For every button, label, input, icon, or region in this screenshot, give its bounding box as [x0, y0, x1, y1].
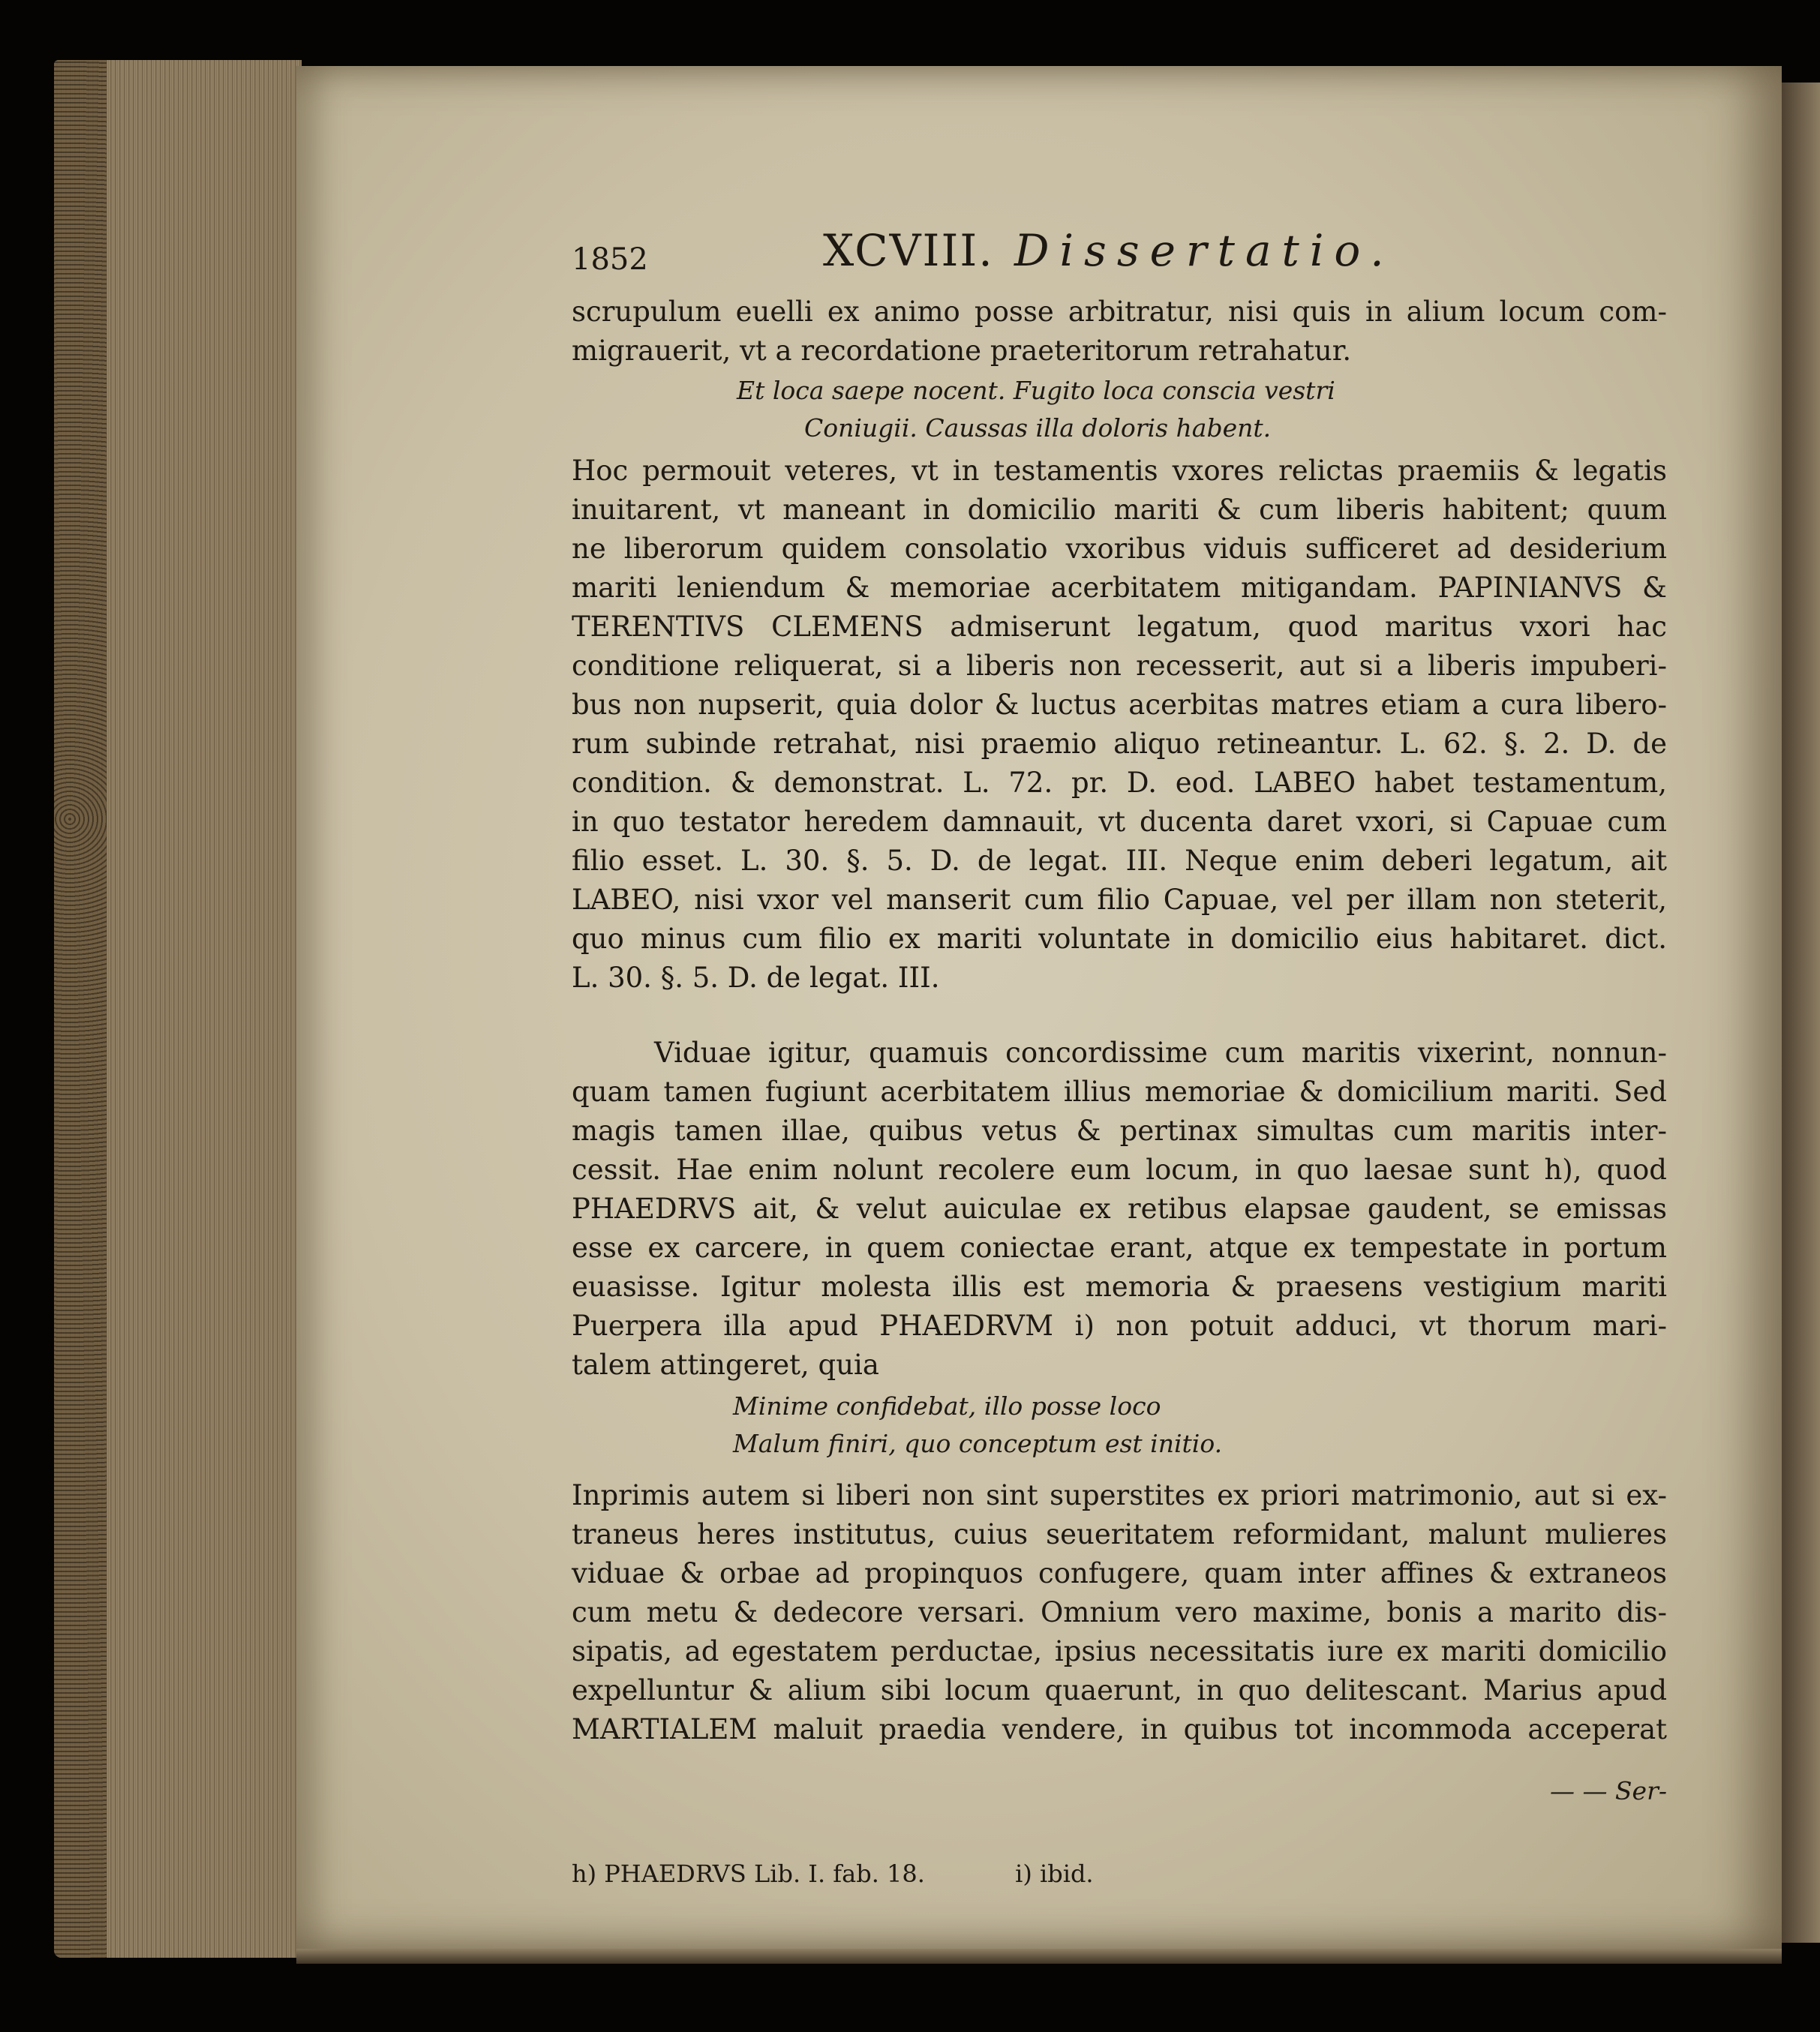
text-line: cum metu & dedecore versari. Omnium vero maxime, bonis a marito dis-	[572, 1596, 1667, 1628]
text-line: bus non nupserit, quia dolor & luctus acerbitas matres etiam a cura libero-	[572, 689, 1667, 721]
text-line: filio esset. L. 30. §. 5. D. de legat. III. Neque enim deberi legatum, ait	[572, 845, 1667, 877]
paragraph-4	[572, 1476, 1667, 1749]
text-line: L. 30. §. 5. D. de legat. III.	[572, 962, 940, 994]
text-line: cessit. Hae enim nolunt recolere eum locum, in quo laesae sunt h), quod	[572, 1154, 1667, 1186]
text-line: migrauerit, vt a recordatione praeteritorum retrahatur.	[572, 335, 1352, 367]
dissertation-number: XCVIII.	[823, 225, 994, 276]
verse-line: Malum finiri, quo conceptum est initio.	[733, 1429, 1223, 1458]
text-line: PHAEDRVS ait, & velut auiculae ex retibus elapsae gaudent, se emissas	[572, 1193, 1667, 1225]
text-line: talem attingeret, quia	[572, 1349, 879, 1381]
text-line: LABEO, nisi vxor vel manserit cum filio Capuae, vel per illam non steterit,	[572, 884, 1667, 916]
text-line: Inprimis autem si liberi non sint superstites ex priori matrimonio, aut si ex-	[572, 1479, 1667, 1511]
catchword: — — Ser-	[1549, 1776, 1667, 1805]
verse-quote-2	[572, 1388, 1667, 1463]
paragraph-3	[572, 1034, 1667, 1385]
text-line: sipatis, ad egestatem perductae, ipsius necessitatis iure ex mariti domicilio	[572, 1635, 1667, 1667]
verse-line: Et loca saepe nocent. Fugito loca conscia vestri	[737, 376, 1335, 405]
text-line: Puerpera illa apud PHAEDRVM i) non potuit adduci, vt thorum mari-	[572, 1310, 1667, 1342]
verse-quote-1	[572, 372, 1667, 447]
text-line: conditione reliquerat, si a liberis non recesserit, aut si a liberis impuberi-	[572, 650, 1667, 682]
text-line: esse ex carcere, in quem coniectae erant, atque ex tempestate in portum	[572, 1232, 1667, 1264]
verse-line: Minime confidebat, illo posse loco	[733, 1391, 1161, 1421]
verse-line: Coniugii. Caussas illa doloris habent.	[804, 413, 1272, 443]
footnotes	[572, 1854, 1667, 1892]
footnote-i: i) ibid.	[1015, 1859, 1094, 1888]
text-line: expelluntur & alium sibi locum quaerunt, in quo delitescant. Marius apud	[572, 1674, 1667, 1706]
text-line: MARTIALEM maluit praedia vendere, in quibus tot incommoda acceperat	[572, 1713, 1667, 1745]
page-text	[572, 225, 1667, 1892]
paragraph-2	[572, 452, 1667, 998]
text-line: condition. & demonstrat. L. 72. pr. D. eod. LABEO habet testamentum,	[572, 767, 1667, 799]
facing-page-edge	[1782, 83, 1820, 1943]
text-line: magis tamen illae, quibus vetus & pertinax simultas cum maritis inter-	[572, 1115, 1667, 1147]
text-line: scrupulum euelli ex animo posse arbitratur, nisi quis in alium locum com-	[572, 296, 1667, 328]
paragraph-gap	[572, 998, 1667, 1034]
running-head	[572, 225, 1667, 293]
text-line: TERENTIVS CLEMENS admiserunt legatum, quod maritus vxori hac	[572, 611, 1667, 643]
text-line: rum subinde retrahat, nisi praemio aliquo retineantur. L. 62. §. 2. D. de	[572, 728, 1667, 760]
text-line: ne liberorum quidem consolatio vxoribus viduis sufficeret ad desiderium	[572, 533, 1667, 565]
text-line: inuitarent, vt maneant in domicilio mariti & cum liberis habitent; quum	[572, 494, 1667, 526]
text-line: quo minus cum filio ex mariti voluntate in domicilio eius habitaret. dict.	[572, 923, 1667, 955]
running-title: Dissertatio.	[1014, 225, 1395, 276]
text-line: mariti leniendum & memoriae acerbitatem mitigandam. PAPINIANVS &	[572, 572, 1667, 604]
footnote-h: h) PHAEDRVS Lib. I. fab. 18.	[572, 1859, 925, 1888]
text-line: in quo testator heredem damnauit, vt ducenta daret vxori, si Capuae cum	[572, 806, 1667, 838]
bottom-edge	[296, 1949, 1782, 1964]
paragraph-1	[572, 293, 1667, 371]
text-line: viduae & orbae ad propinquos confugere, quam inter affines & extraneos	[572, 1557, 1667, 1589]
text-line: Viduae igitur, quamuis concordissime cum maritis vixerint, nonnun-	[654, 1037, 1667, 1069]
text-line: traneus heres institutus, cuius seueritatem reformidant, malunt mulieres	[572, 1518, 1667, 1550]
text-line: euasisse. Igitur molesta illis est memoria & praesens vestigium mariti	[572, 1271, 1667, 1303]
page-number: 1852	[572, 242, 648, 277]
text-line: Hoc permouit veteres, vt in testamentis vxores relictas praemiis & legatis	[572, 455, 1667, 487]
page-edges	[54, 60, 302, 1958]
text-line: quam tamen fugiunt acerbitatem illius memoriae & domicilium mariti. Sed	[572, 1076, 1667, 1108]
